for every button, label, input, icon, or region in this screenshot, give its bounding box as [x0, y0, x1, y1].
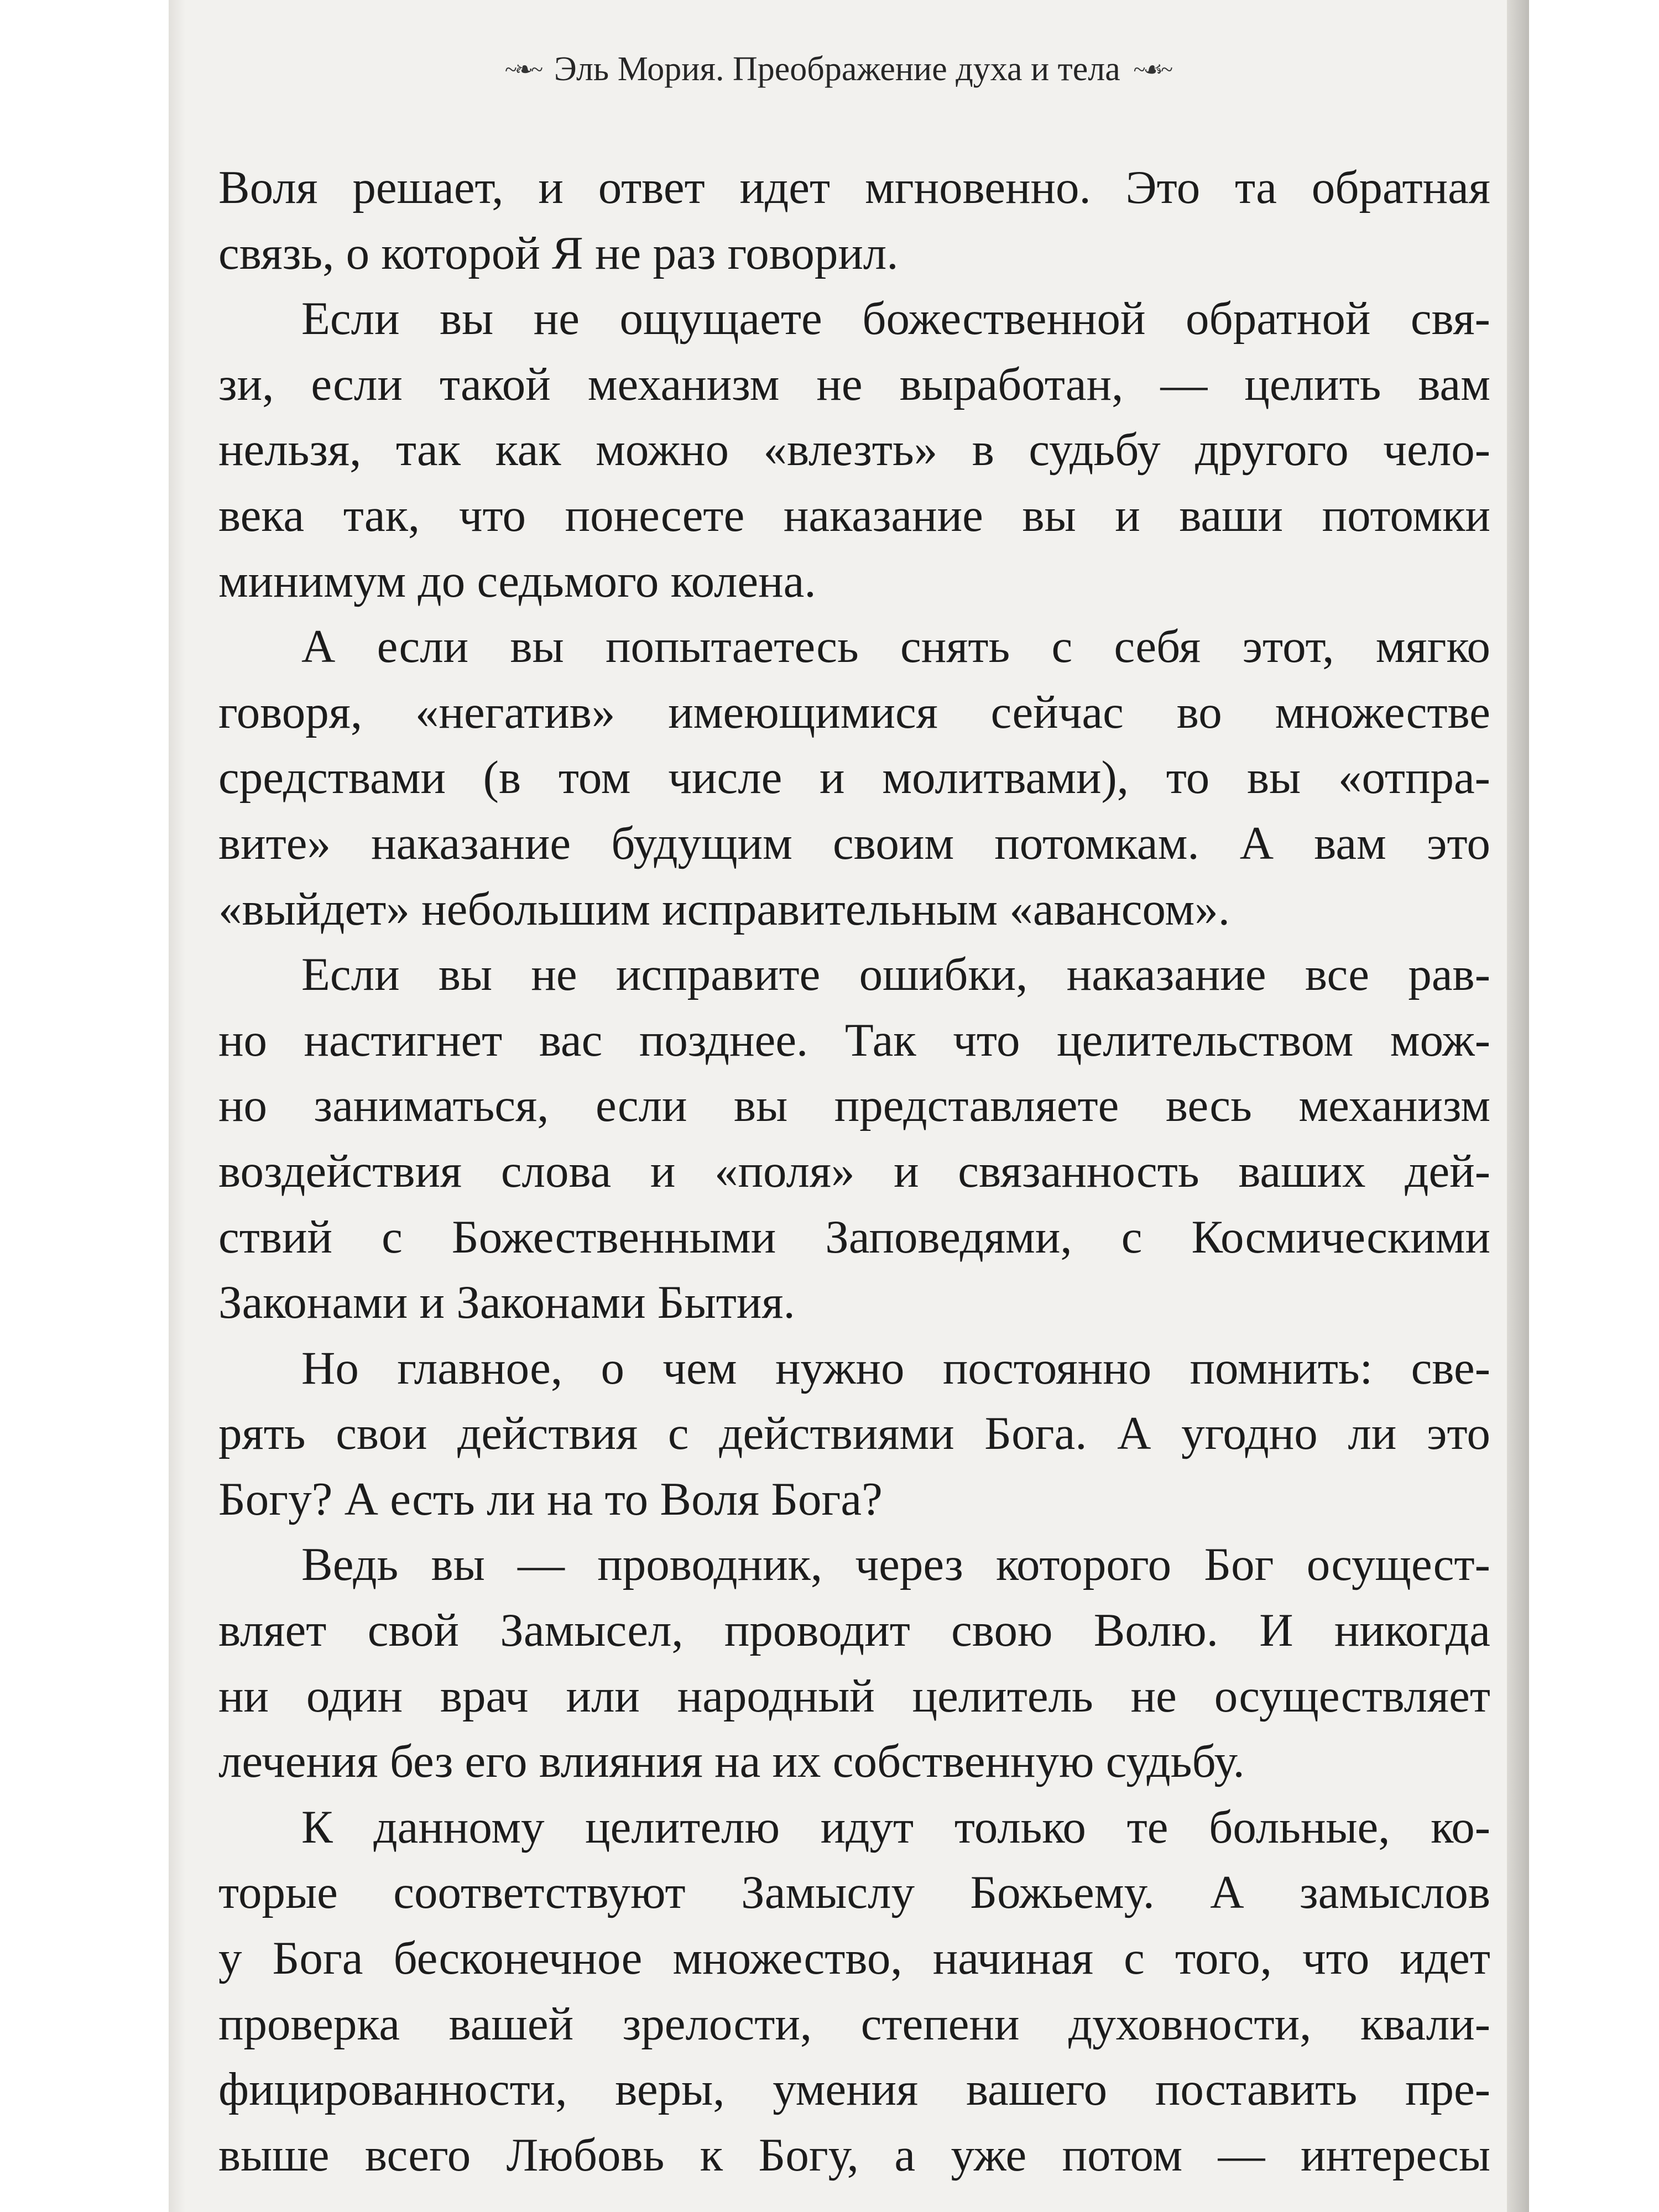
ornament-right-icon: ~☙~ [1133, 56, 1171, 82]
paragraph [218, 1532, 1490, 1794]
text-line: рять свои действия с действиями Бога. А угодно ли это [218, 1407, 1490, 1460]
ornament-left-icon: ~❧~ [505, 56, 541, 82]
text-line: Воля решает, и ответ идет мгновенно. Это та обратная [218, 161, 1490, 213]
text-line: Ведь вы — проводник, через которого Бог осущест- [301, 1538, 1490, 1591]
text-line: вите» наказание будущим своим потомкам. А вам это [218, 817, 1490, 869]
paragraph [218, 1335, 1490, 1532]
text-line: проверка вашей зрелости, степени духовности, квали- [218, 1997, 1490, 2050]
text-line: Если вы не ощущаете божественной обратной свя- [301, 293, 1490, 345]
text-line: нельзя, так как можно «влезть» в судьбу другого чело- [218, 424, 1490, 476]
paragraph [218, 286, 1490, 614]
text-line: говоря, «негатив» имеющимися сейчас во множестве [218, 686, 1490, 738]
paragraph [218, 1794, 1490, 2188]
text-line: А если вы попытаетесь снять с себя этот, мягко [301, 620, 1490, 673]
text-line: зи, если такой механизм не выработан, — целить вам [218, 358, 1490, 410]
text-line: торые соответствуют Замыслу Божьему. А замыслов [218, 1866, 1490, 1919]
text-line: Но главное, о чем нужно постоянно помнить: све- [301, 1342, 1490, 1394]
text-line: ствий с Божественными Заповедями, с Космическими [218, 1211, 1490, 1263]
running-header [169, 39, 1507, 100]
text-line: выше всего Любовь к Богу, а уже потом — интересы [218, 2128, 1490, 2181]
paragraph [218, 155, 1490, 286]
text-line: Законами и Законами Бытия. [218, 1276, 795, 1329]
text-line: вляет свой Замысел, проводит свою Волю. И никогда [218, 1604, 1490, 1657]
body-text [218, 155, 1490, 2188]
text-line: века так, что понесете наказание вы и ваши потомки [218, 489, 1490, 541]
text-line: «выйдет» небольшим исправительным «авансом». [218, 883, 1230, 935]
paragraph [218, 614, 1490, 942]
text-line: но настигнет вас позднее. Так что целительством мож- [218, 1014, 1490, 1066]
text-line: лечения без его влияния на их собственную судьбу. [218, 1735, 1245, 1788]
text-line: средствами (в том числе и молитвами), то вы «отпра- [218, 752, 1490, 804]
text-line: К данному целителю идут только те больные, ко- [301, 1801, 1490, 1853]
page-edge [1507, 0, 1529, 2212]
text-line: Если вы не исправите ошибки, наказание все рав- [301, 948, 1490, 1001]
text-line: ни один врач или народный целитель не осуществляет [218, 1670, 1490, 1722]
page-gutter-shadow [169, 0, 185, 2212]
text-line: воздействия слова и «поля» и связанность ваших дей- [218, 1145, 1490, 1197]
text-line: связь, о которой Я не раз говорил. [218, 227, 899, 279]
text-line: но заниматься, если вы представляете весь механизм [218, 1079, 1490, 1132]
text-line: фицированности, веры, умения вашего поставить пре- [218, 2063, 1490, 2116]
paragraph [218, 942, 1490, 1335]
running-header-title: Эль Мория. Преображение духа и тела [554, 50, 1120, 88]
text-line: у Бога бесконечное множество, начиная с того, что идет [218, 1932, 1490, 1985]
text-line: Богу? А есть ли на то Воля Бога? [218, 1473, 883, 1525]
text-line: минимум до седьмого колена. [218, 555, 816, 607]
